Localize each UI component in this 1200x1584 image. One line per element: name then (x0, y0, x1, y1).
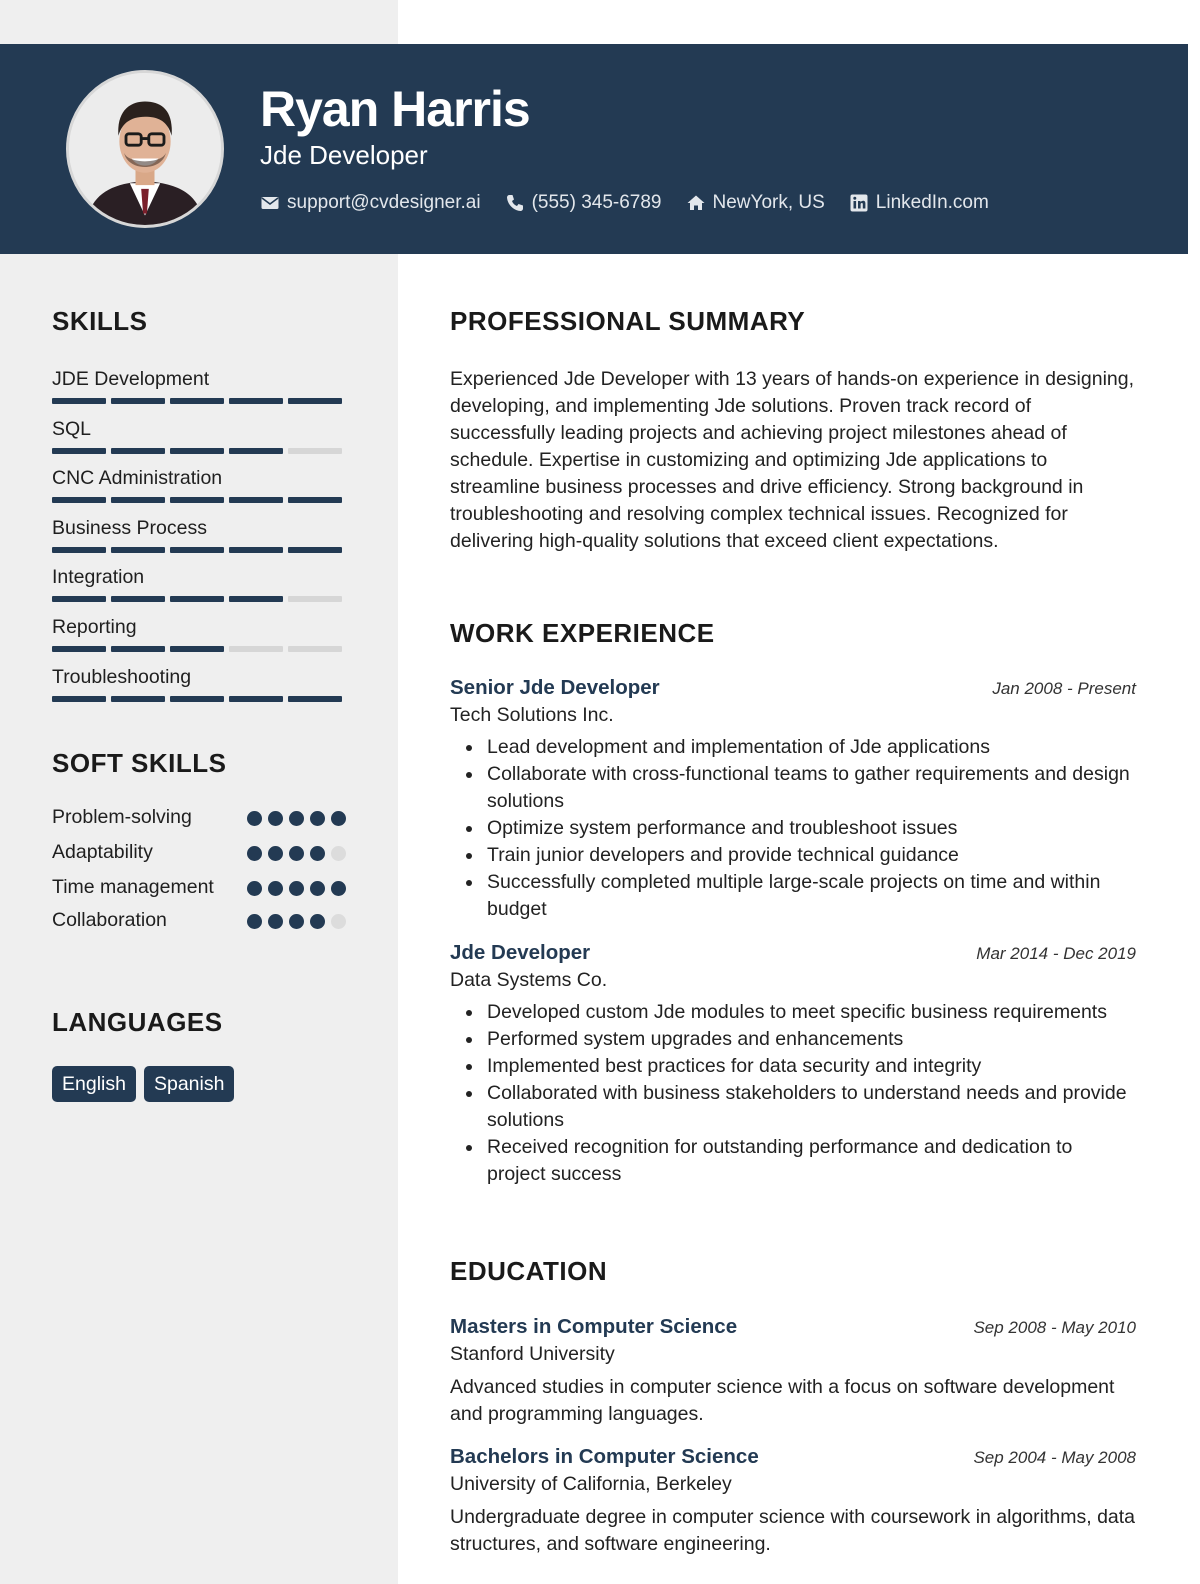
skill-level-segment-filled (170, 547, 224, 553)
degree-text: Bachelors in Computer Science (450, 1445, 759, 1468)
bullet-item: Performed system upgrades and enhancements (450, 1026, 1136, 1053)
experience-heading: WORK EXPERIENCE (450, 618, 715, 648)
bullet-item: Collaborate with cross-functional teams to gather requirements and design solutions (450, 761, 1136, 815)
envelope-icon (260, 193, 280, 213)
skill-level-segment-filled (170, 596, 224, 602)
skill-level-bar (52, 448, 346, 454)
bullet-item: Optimize system performance and troubleshoot issues (450, 815, 1136, 842)
skill-name: CNC Administration (52, 467, 223, 490)
education-heading: EDUCATION (450, 1256, 608, 1286)
skill-item (52, 465, 346, 515)
rating-dot-filled (247, 881, 262, 896)
skill-level-segment-filled (170, 696, 224, 702)
skill-level-segment-filled (111, 596, 165, 602)
skill-level-segment-filled (229, 547, 283, 553)
bullet-item: Implemented best practices for data security and integrity (450, 1053, 1136, 1080)
professional-summary: Experienced Jde Developer with 13 years of hands-on experience in designing, developing, and implementing Jde solutions. Proven track record of successfully leading projects and achieving project milestones ahead of schedule. Expertise in customizing and optimizing Jde applications to streamline business processes and drive efficiency. Strong background in troubleshooting and resolving complex technical issues. Recognized for delivering high-quality solutions that exceed client expectations. (450, 368, 1135, 552)
job-title: Jde Developer (260, 140, 428, 170)
skill-level-segment-empty (288, 596, 342, 602)
soft-skill-name: Time management (52, 876, 214, 898)
skill-level-segment-filled (52, 398, 106, 404)
soft-skill-name: Problem-solving (52, 806, 192, 828)
bullet-item: Lead development and implementation of Jde applications (450, 734, 1136, 761)
skill-level-segment-filled (111, 547, 165, 553)
skill-level-segment-filled (111, 696, 165, 702)
rating-dot-filled (247, 914, 262, 929)
education-description: Advanced studies in computer science with a focus on software development and programming languages. (450, 1376, 1115, 1425)
skill-level-segment-filled (170, 448, 224, 454)
skill-item (52, 564, 346, 614)
skill-level-segment-filled (52, 596, 106, 602)
soft-skill-rating (247, 804, 346, 826)
soft-skills-list (52, 804, 346, 934)
rating-dot-filled (310, 811, 325, 826)
skill-item (52, 664, 346, 714)
school-name: Stanford University (450, 1343, 615, 1365)
soft-skill-item (52, 907, 346, 934)
skill-level-segment-filled (52, 646, 106, 652)
degree-text: Masters in Computer Science (450, 1315, 738, 1338)
phone-icon (505, 193, 525, 213)
skills-list (52, 366, 346, 713)
job-title-text: Jde Developer (450, 941, 591, 964)
skill-item (52, 614, 346, 664)
summary-heading: PROFESSIONAL SUMMARY (450, 306, 806, 336)
skill-level-segment-filled (111, 646, 165, 652)
profile-photo (69, 73, 221, 225)
soft-skills-heading: SOFT SKILLS (52, 748, 227, 778)
skill-level-bar (52, 398, 346, 404)
skill-level-bar (52, 547, 346, 553)
bullet-item: Developed custom Jde modules to meet specific business requirements (450, 999, 1136, 1026)
education-description: Undergraduate degree in computer science with coursework in algorithms, data structures, and software engineering. (450, 1506, 1136, 1555)
job-dates: Mar 2014 - Dec 2019 (976, 944, 1136, 963)
job-bullets (450, 734, 1136, 923)
languages-list (52, 1066, 234, 1102)
rating-dot-filled (331, 811, 346, 826)
rating-dot-filled (289, 846, 304, 861)
contact-email-text: support@cvdesigner.ai (287, 192, 481, 213)
skill-level-segment-filled (170, 497, 224, 503)
skill-level-segment-filled (229, 497, 283, 503)
skill-name: Reporting (52, 615, 137, 638)
rating-dot-filled (310, 914, 325, 929)
skill-level-segment-filled (52, 448, 106, 454)
rating-dot-filled (289, 881, 304, 896)
skills-heading: SKILLS (52, 306, 148, 336)
contact-email[interactable] (260, 192, 481, 214)
skill-level-bar (52, 646, 346, 652)
skill-level-segment-filled (229, 596, 283, 602)
soft-skill-name: Adaptability (52, 841, 153, 863)
skill-level-segment-filled (288, 547, 342, 553)
bullet-item: Collaborated with business stakeholders to understand needs and provide solutions (450, 1080, 1136, 1134)
contact-phone[interactable] (505, 192, 662, 214)
job-entry (450, 676, 1136, 923)
job-dates: Jan 2008 - Present (992, 679, 1136, 698)
job-company: Tech Solutions Inc. (450, 704, 614, 726)
rating-dot-filled (268, 811, 283, 826)
skill-level-bar (52, 696, 346, 702)
soft-skill-rating (247, 907, 346, 929)
skill-name: Business Process (52, 516, 207, 539)
job-bullets (450, 999, 1136, 1188)
contact-bar (260, 190, 989, 216)
contact-location-text: NewYork, US (712, 192, 825, 213)
skill-level-bar (52, 596, 346, 602)
skill-level-segment-filled (111, 448, 165, 454)
soft-skill-rating (247, 839, 346, 861)
linkedin-icon (849, 193, 869, 213)
education-dates: Sep 2008 - May 2010 (973, 1318, 1136, 1337)
skill-level-segment-filled (170, 646, 224, 652)
avatar (66, 70, 224, 228)
skill-level-segment-filled (111, 398, 165, 404)
skill-item (52, 366, 346, 416)
skill-level-segment-empty (229, 646, 283, 652)
job-company: Data Systems Co. (450, 969, 608, 991)
contact-linkedin-text: LinkedIn.com (875, 192, 989, 213)
skill-level-bar (52, 497, 346, 503)
languages-heading: LANGUAGES (52, 1007, 223, 1037)
skill-level-segment-filled (170, 398, 224, 404)
rating-dot-empty (331, 914, 346, 929)
skill-name: Integration (52, 566, 145, 589)
education-dates: Sep 2004 - May 2008 (973, 1448, 1136, 1467)
contact-linkedin[interactable] (849, 192, 989, 214)
rating-dot-filled (310, 881, 325, 896)
skill-level-segment-filled (229, 448, 283, 454)
soft-skill-item (52, 874, 346, 901)
skill-level-segment-filled (229, 398, 283, 404)
skill-name: SQL (52, 417, 92, 440)
bullet-item: Successfully completed multiple large-scale projects on time and within budget (450, 869, 1136, 923)
bullet-item: Received recognition for outstanding performance and dedication to project success (450, 1134, 1136, 1188)
rating-dot-filled (268, 881, 283, 896)
skill-level-segment-filled (288, 398, 342, 404)
job-title-text: Senior Jde Developer (450, 676, 660, 699)
rating-dot-filled (289, 914, 304, 929)
candidate-name: Ryan Harris (260, 81, 530, 137)
rating-dot-filled (247, 846, 262, 861)
rating-dot-filled (247, 811, 262, 826)
skill-item (52, 515, 346, 565)
skill-level-segment-filled (52, 547, 106, 553)
language-badge: Spanish (144, 1066, 234, 1102)
school-name: University of California, Berkeley (450, 1473, 732, 1495)
skill-item (52, 416, 346, 466)
job-entry (450, 941, 1136, 1188)
rating-dot-filled (268, 846, 283, 861)
skill-level-segment-filled (229, 696, 283, 702)
home-icon (686, 193, 706, 213)
soft-skill-name: Collaboration (52, 909, 167, 931)
contact-location (686, 192, 825, 214)
rating-dot-filled (268, 914, 283, 929)
skill-level-segment-empty (288, 448, 342, 454)
rating-dot-filled (310, 846, 325, 861)
skill-level-segment-filled (288, 497, 342, 503)
rating-dot-filled (331, 881, 346, 896)
soft-skill-rating (247, 874, 346, 896)
education-entry (450, 1315, 1136, 1428)
language-badge: English (52, 1066, 136, 1102)
soft-skill-item (52, 804, 346, 831)
skill-level-segment-empty (288, 646, 342, 652)
rating-dot-filled (289, 811, 304, 826)
skill-level-segment-filled (52, 696, 106, 702)
skill-name: Troubleshooting (52, 665, 192, 688)
soft-skill-item (52, 839, 346, 866)
skill-name: JDE Development (52, 368, 210, 390)
skill-level-segment-filled (111, 497, 165, 503)
contact-phone-text: (555) 345-6789 (531, 192, 662, 213)
skill-level-segment-filled (52, 497, 106, 503)
education-entry (450, 1445, 1136, 1558)
skill-level-segment-filled (288, 696, 342, 702)
rating-dot-empty (331, 846, 346, 861)
bullet-item: Train junior developers and provide technical guidance (450, 842, 1136, 869)
